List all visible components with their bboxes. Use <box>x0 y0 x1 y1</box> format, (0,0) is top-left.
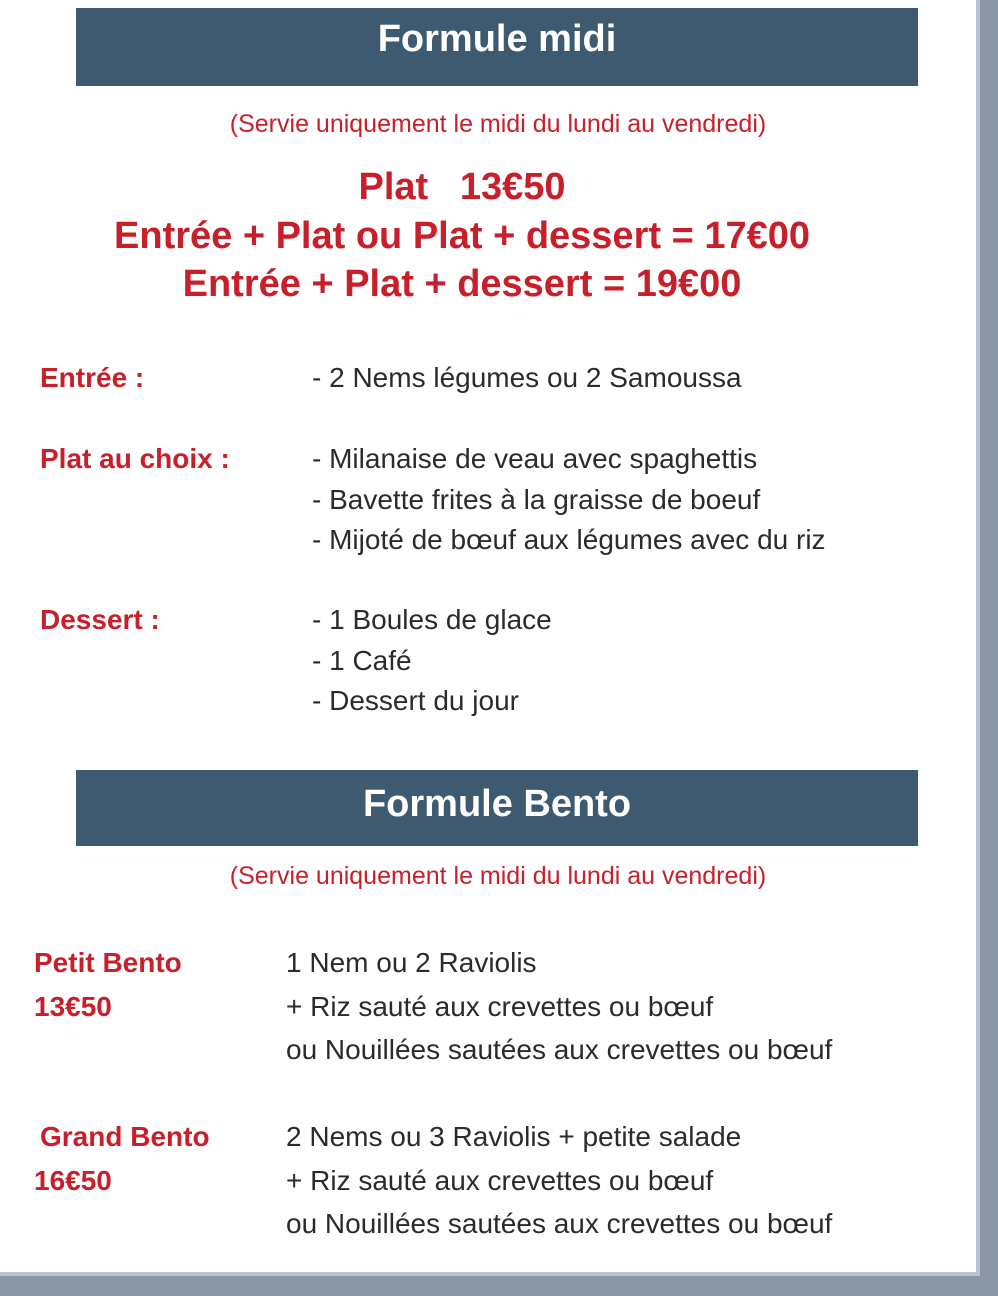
bento-offer-petit-lines <box>286 941 832 1072</box>
list-item: - 1 Boules de glace <box>312 604 552 635</box>
bento-offer-grand <box>34 1115 210 1202</box>
formule-midi-title: Formule midi <box>377 18 617 60</box>
bento-offer-name: Grand Bento <box>40 1121 210 1152</box>
formule-midi-banner <box>76 8 918 86</box>
price-line-two-courses: Entrée + Plat ou Plat + dessert = 17€00 <box>114 215 810 257</box>
list-item: + Riz sauté aux crevettes ou bœuf <box>286 990 714 1022</box>
bento-offer-price: 16€50 <box>34 1164 112 1196</box>
section-items-dessert <box>312 600 552 722</box>
price-line-three-courses: Entrée + Plat + dessert = 19€00 <box>182 263 742 305</box>
list-item: - Mijoté de bœuf aux légumes avec du riz <box>312 524 826 555</box>
list-item: + Riz sauté aux crevettes ou bœuf <box>286 1164 714 1196</box>
list-item: ou Nouillées sautées aux crevettes ou bœuf <box>286 1208 833 1239</box>
bento-offer-name: Petit Bento <box>34 947 182 978</box>
list-item: ou Nouillées sautées aux crevettes ou bœuf <box>286 1034 833 1065</box>
list-item: - 1 Café <box>312 644 412 676</box>
list-item: 2 Nems ou 3 Raviolis + petite salade <box>286 1121 742 1152</box>
bento-offer-price: 13€50 <box>34 990 112 1022</box>
section-label-entree: Entrée : <box>40 362 145 393</box>
price-line-plat: Plat 13€50 <box>358 166 566 208</box>
formule-bento-banner <box>76 770 918 846</box>
bento-offer-petit <box>34 941 182 1028</box>
formule-bento-subtitle: (Servie uniquement le midi du lundi au vendredi) <box>229 862 767 890</box>
bento-offer-grand-lines <box>286 1115 832 1246</box>
section-items-plat <box>312 439 826 561</box>
section-label-dessert: Dessert : <box>40 604 160 635</box>
formule-bento-title: Formule Bento <box>362 783 632 825</box>
section-items-entree <box>312 358 742 399</box>
list-item: - Milanaise de veau avec spaghettis <box>312 443 758 474</box>
formule-midi-subtitle: (Servie uniquement le midi du lundi au vendredi) <box>229 110 767 138</box>
list-item: - 2 Nems légumes ou 2 Samoussa <box>312 362 742 393</box>
list-item: - Bavette frites à la graisse de boeuf <box>312 483 761 515</box>
list-item: 1 Nem ou 2 Raviolis <box>286 947 537 978</box>
list-item: - Dessert du jour <box>312 685 519 716</box>
section-label-plat: Plat au choix : <box>40 443 230 474</box>
